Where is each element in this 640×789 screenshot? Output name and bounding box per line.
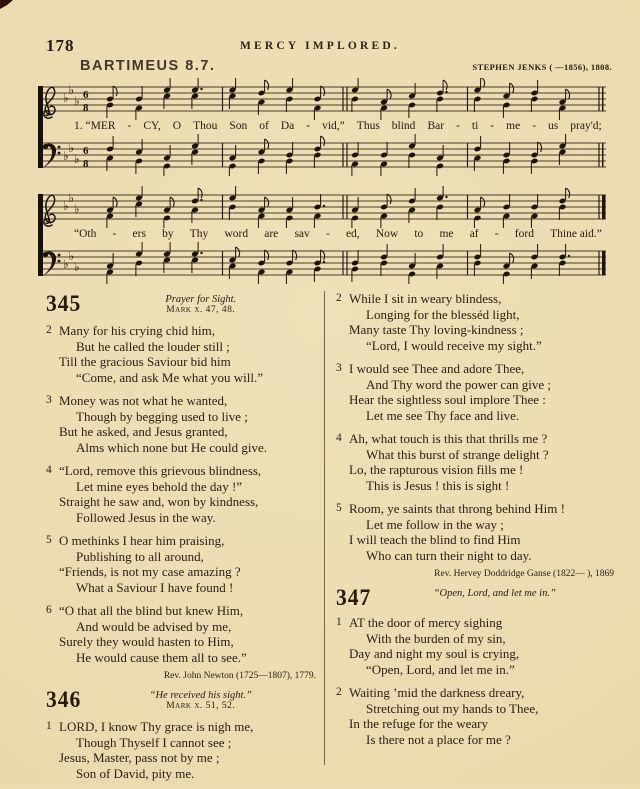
lyric-syllable: - xyxy=(494,228,499,240)
verse-number: 2 xyxy=(336,292,342,304)
lyric-syllable: Thy xyxy=(189,228,209,240)
verse-line: Room, ye saints that throng behind Him ! xyxy=(349,501,565,516)
verse-line: O methinks I hear him praising, xyxy=(59,533,225,548)
scripture-reference: Mark x. 51, 52. xyxy=(166,701,236,711)
svg-text:♭: ♭ xyxy=(74,94,80,108)
treble-staff-2 xyxy=(38,186,614,228)
lyric-syllable: are xyxy=(264,228,279,240)
composer-credit: STEPHEN JENKS ( —1856), 1808. xyxy=(472,62,612,72)
music-system-2 xyxy=(38,186,614,284)
svg-text:6: 6 xyxy=(83,89,89,101)
verse-line: Ah, what touch is this that thrills me ? xyxy=(349,431,548,446)
svg-text:♭: ♭ xyxy=(68,141,75,155)
bass-staff-2 xyxy=(38,242,614,284)
svg-text:8: 8 xyxy=(83,102,89,114)
verse-line: Though by begging used to live ; xyxy=(76,408,248,424)
lyric-syllable: - xyxy=(490,120,495,132)
lyric-syllable: Thus xyxy=(356,120,380,132)
system-barline xyxy=(38,86,43,168)
verse-number: 3 xyxy=(46,394,52,406)
hymn-heading-center xyxy=(84,689,319,712)
verse-line: “O that all the blind but knew Him, xyxy=(59,603,244,618)
svg-text:♭: ♭ xyxy=(63,149,69,163)
verse-line: I will teach the blind to find Him xyxy=(349,532,521,547)
lyric-syllable: ed, xyxy=(345,228,360,240)
lyric-syllable: Thine aid.” xyxy=(550,228,602,240)
hymn-title: “He received his sight.” xyxy=(149,690,252,701)
verse-line: While I sit in weary blindess, xyxy=(349,291,502,306)
verse-line: And Thy word the power can give ; xyxy=(366,376,551,392)
verse xyxy=(336,291,616,353)
verse xyxy=(336,431,616,493)
verse-line: Followed Jesus in the way. xyxy=(76,509,216,525)
lyric-syllable: Now xyxy=(375,228,399,240)
lyric-syllable: Da xyxy=(280,120,295,132)
bass-staff-1 xyxy=(38,134,614,176)
verse-line: “Friends, is not my case amazing ? xyxy=(59,564,241,579)
svg-text:♭: ♭ xyxy=(68,249,75,263)
svg-text:♭: ♭ xyxy=(63,91,69,105)
verse-number: 1 xyxy=(46,720,52,732)
verse-line: Lo, the rapturous vision fills me ! xyxy=(349,462,524,477)
verse xyxy=(336,685,616,747)
verse-line: Money was not what he wanted, xyxy=(59,393,228,408)
lyric-syllable: O xyxy=(172,120,182,132)
verse-line: What this burst of strange delight ? xyxy=(366,446,549,462)
lyric-syllable: - xyxy=(127,120,132,132)
treble-staff-1 xyxy=(38,78,614,120)
verse-number: 4 xyxy=(46,464,52,476)
verse xyxy=(46,463,318,525)
lyric-syllable: - xyxy=(532,120,537,132)
verse-line: Let mine eyes behold the day !” xyxy=(76,478,243,494)
verse xyxy=(46,719,318,781)
lyric-line-1 xyxy=(38,120,614,134)
system-barline xyxy=(38,194,43,276)
verse-number: 6 xyxy=(46,604,52,616)
hymn-heading-center xyxy=(84,293,319,316)
verse-line: Is there not a place for me ? xyxy=(366,731,511,747)
verse xyxy=(336,361,616,423)
hymn-heading-center xyxy=(374,587,617,599)
lyric-syllable: word xyxy=(224,228,249,240)
lyric-syllable: af xyxy=(469,228,479,240)
hymn-heading xyxy=(46,689,318,712)
lyric-syllable: “Oth xyxy=(74,228,97,240)
hymn-heading xyxy=(46,293,318,316)
verse-line: “Lord, I would receive my sight.” xyxy=(366,337,542,353)
verse-line: Many taste Thy loving-kindness ; xyxy=(349,322,524,337)
verse xyxy=(336,615,616,677)
svg-text:♭: ♭ xyxy=(74,260,80,274)
tune-header xyxy=(80,58,612,74)
music-score xyxy=(38,78,614,294)
verse-line: Till the gracious Saviour bid him xyxy=(59,354,231,369)
tune-title: BARTIMEUS 8.7. xyxy=(80,58,216,74)
lyric-syllable: ers xyxy=(132,228,146,240)
svg-text:♭: ♭ xyxy=(74,202,80,216)
hymn-column-left xyxy=(46,291,324,789)
lyric-syllable: blind xyxy=(391,120,416,132)
lyric-syllable: me xyxy=(506,120,521,132)
lyric-syllable: Bar xyxy=(427,120,445,132)
lyric-syllable: CY, xyxy=(143,120,161,132)
verse xyxy=(46,603,318,665)
verse-number: 3 xyxy=(336,362,342,374)
hymn-title: Prayer for Sight. xyxy=(165,294,237,305)
verse-line: “Come, and ask Me what you will.” xyxy=(76,369,264,385)
verse-line: AT the door of mercy sighing xyxy=(349,615,503,630)
lyric-syllable: pray'd; xyxy=(570,120,602,132)
lyric-line-2 xyxy=(38,228,614,242)
verse-line: Publishing to all around, xyxy=(76,548,204,564)
verse-line: And would be advised by me, xyxy=(76,618,232,634)
verse-line: Longing for the blesséd light, xyxy=(366,306,520,322)
lyric-syllable: of xyxy=(259,120,269,132)
svg-text:♭: ♭ xyxy=(68,191,75,205)
verse-line: Day and night my soul is crying, xyxy=(349,646,520,661)
hymn-title: “Open, Lord, and let me in.” xyxy=(433,588,556,599)
verse-line: Surely they would hasten to Him, xyxy=(59,634,234,649)
verse-line: Let me follow in the way ; xyxy=(366,516,504,532)
verse-line: Waiting ’mid the darkness dreary, xyxy=(349,685,525,700)
verse-line: Stretching out my hands to Thee, xyxy=(366,700,539,716)
lyric-syllable: - xyxy=(112,228,117,240)
verse-line: In the refuge for the weary xyxy=(349,716,488,731)
hymn-column-right xyxy=(324,291,616,765)
hymn-heading xyxy=(336,587,616,608)
verse-number: 4 xyxy=(336,432,342,444)
lyric-syllable: to xyxy=(414,228,424,240)
lyric-syllable: us xyxy=(548,120,559,132)
verse-line: But he called the louder still ; xyxy=(76,338,230,354)
svg-text:♭: ♭ xyxy=(63,199,69,213)
verse xyxy=(336,501,616,563)
svg-text:♭: ♭ xyxy=(68,83,75,97)
verse-number: 1 xyxy=(336,616,342,628)
lyric-syllable: - xyxy=(306,120,311,132)
svg-text:♭: ♭ xyxy=(74,152,80,166)
verse-line: Jesus, Master, pass not by me ; xyxy=(59,750,220,765)
verse-line: Let me see Thy face and live. xyxy=(366,407,520,423)
page-corner-mark xyxy=(0,0,13,9)
lyric-syllable: ford xyxy=(514,228,534,240)
lyric-syllable: Thou xyxy=(193,120,218,132)
verse-line: “Open, Lord, and let me in.” xyxy=(366,661,515,677)
svg-text:6: 6 xyxy=(83,145,89,157)
verse-line: With the burden of my sin, xyxy=(366,630,506,646)
lyric-syllable: ti xyxy=(471,120,479,132)
verse-line: Alms which none but He could give. xyxy=(76,439,267,455)
verse-line: But he asked, and Jesus granted, xyxy=(59,424,228,439)
verse-number: 5 xyxy=(336,502,342,514)
verse-line: Hear the sightless soul implore Thee : xyxy=(349,392,546,407)
lyric-syllable: sav xyxy=(294,228,310,240)
verse-line: “Lord, remove this grievous blindness, xyxy=(59,463,262,478)
verse-line: Who can turn their night to day. xyxy=(366,547,532,563)
music-system-1 xyxy=(38,78,614,176)
author-attribution: Rev. John Newton (1725—1807), 1779. xyxy=(163,671,316,681)
verse-line: Son of David, pity me. xyxy=(76,765,195,781)
hymn-text-area xyxy=(46,291,616,789)
hymn-number: 345 xyxy=(46,291,82,316)
verse-line: What a Saviour I have found ! xyxy=(76,579,234,595)
verse-number: 2 xyxy=(336,686,342,698)
verse-line: Though Thyself I cannot see ; xyxy=(76,734,232,750)
hymn-number: 346 xyxy=(46,687,82,712)
verse-number: 5 xyxy=(46,534,52,546)
hymn-number: 347 xyxy=(336,585,372,610)
scripture-reference: Mark x. 47, 48. xyxy=(166,305,236,315)
author-attribution: Rev. Hervey Doddridge Ganse (1822— ), 1869 xyxy=(434,569,614,579)
lyric-syllable: - xyxy=(325,228,330,240)
verse-line: Straight he saw and, won by kindness, xyxy=(59,494,259,509)
verse xyxy=(46,533,318,595)
lyric-syllable: Son xyxy=(229,120,248,132)
lyric-syllable: 1. “MER xyxy=(74,120,116,132)
lyric-syllable: by xyxy=(162,228,174,240)
verse-line: I would see Thee and adore Thee, xyxy=(349,361,525,376)
running-head: MERCY IMPLORED. xyxy=(239,40,400,52)
verse-number: 2 xyxy=(46,324,52,336)
lyric-syllable: - xyxy=(456,120,460,132)
verse xyxy=(46,393,318,455)
verse-line: This is Jesus ! this is sight ! xyxy=(366,477,510,493)
lyric-syllable: me xyxy=(439,228,454,240)
verse xyxy=(46,323,318,385)
svg-text:♭: ♭ xyxy=(63,257,69,271)
lyric-syllable: vid,” xyxy=(322,120,345,132)
verse-line: He would cause them all to see.” xyxy=(76,649,247,665)
verse-line: LORD, I know Thy grace is nigh me, xyxy=(59,719,254,734)
svg-text:8: 8 xyxy=(83,158,89,170)
verse-line: Many for his crying chid him, xyxy=(59,323,215,338)
page-number: 178 xyxy=(46,36,75,55)
